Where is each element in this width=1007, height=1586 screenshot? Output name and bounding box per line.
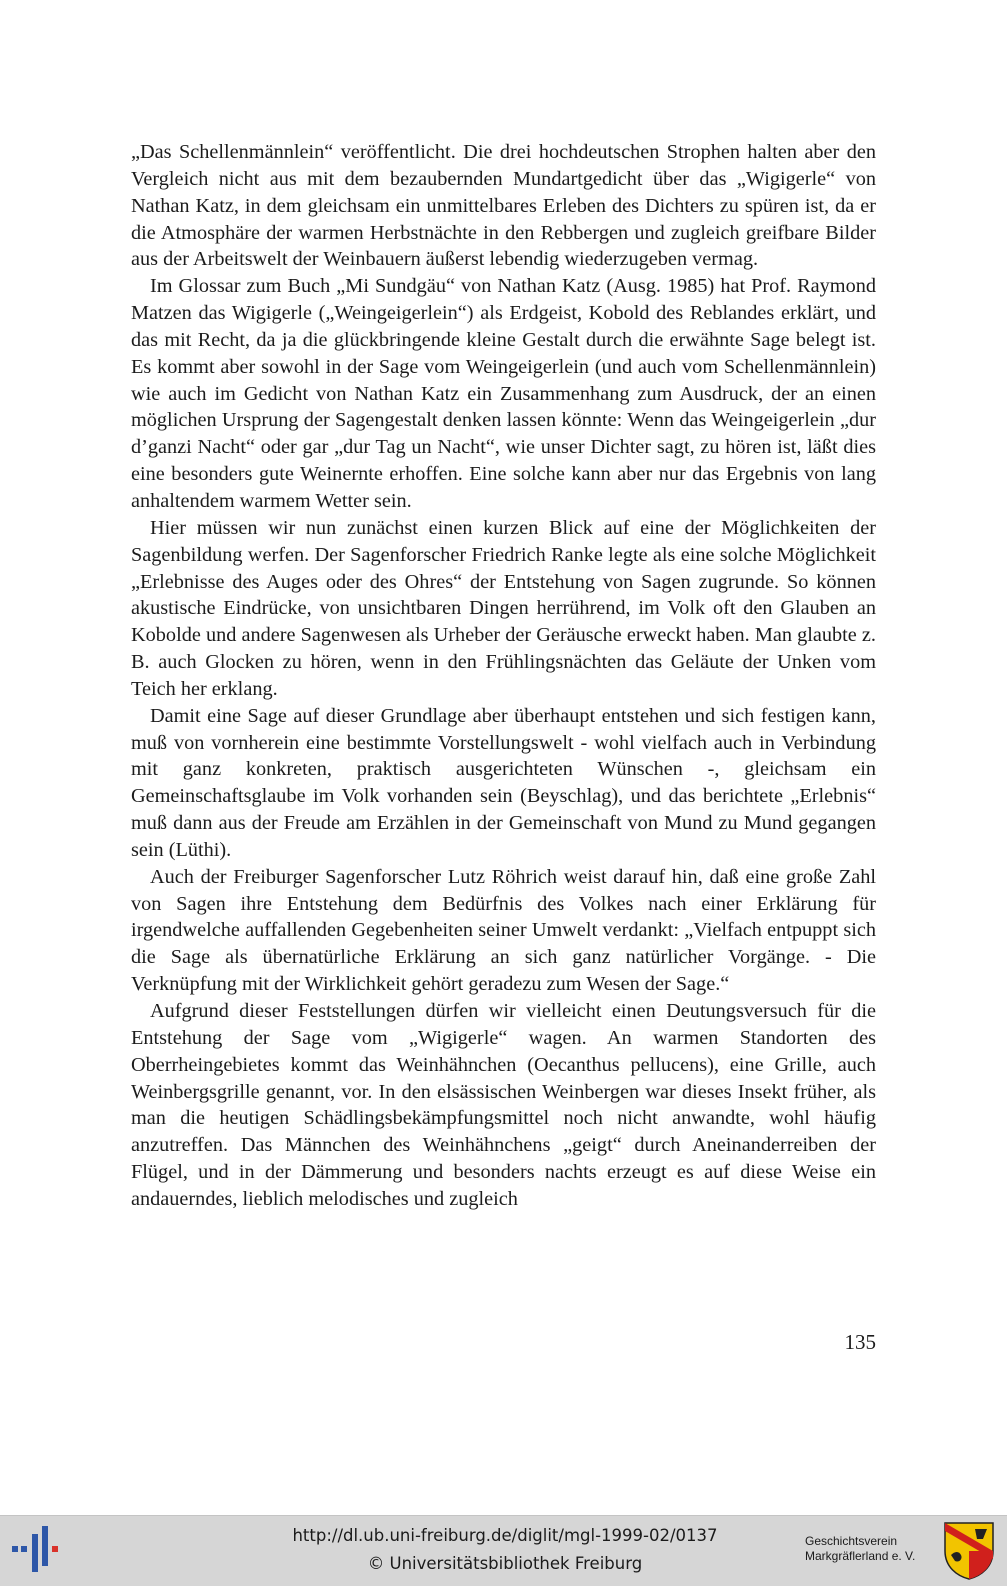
paragraph: „Das Schellenmännlein“ veröffentlicht. Die drei hochdeutschen Strophen halten aber den Vergleich nicht aus mit dem bezaubernden Mundartgedicht über das „Wigigerle“ von Nathan Katz, in dem gleichsam ein unmittelbares Erleben des Dichters zu spüren ist, da er die Atmosphäre der warmen Herbstnächte in den Rebbergen und zugleich greifbare Bilder aus der Arbeitswelt der Weinbauern äußerst lebendig wiederzugeben vermag. <box>131 141 876 271</box>
paragraph: Damit eine Sage auf dieser Grundlage aber überhaupt entstehen und sich festigen kann, muß von vornherein eine bestimmte Vorstellungswelt - wohl vielfach auch in Verbindung mit ganz konkreten, praktisch ausgerichteten Wünschen -, gleichsam ein Gemeinschaftsglaube im Volk vorhanden sein (Beyschlag), und das berichtete „Erlebnis“ muß dann aus der Freude am Erzählen in der Gemeinschaft von Mund zu Mund gegangen sein (Lüthi). <box>131 704 876 861</box>
society-name-line1: Geschichtsverein <box>805 1534 898 1548</box>
footer-citation <box>240 1522 770 1578</box>
page-number: 135 <box>844 1330 876 1354</box>
paragraph: Im Glossar zum Buch „Mi Sundgäu“ von Nathan Katz (Ausg. 1985) hat Prof. Raymond Matzen das Wigigerle („Weingeigerlein“) als Erdgeist, Kobold des Reblandes erklärt, und das mit Recht, da ja die glückbringende kleine Gestalt durch die erwähnte Sage belegt ist. Es kommt aber sowohl in der Sage vom Weingeigerlein (und auch vom Schellenmännlein) wie auch im Gedicht von Nathan Katz ein Zusammenhang zum Ausdruck, der an einen möglichen Ursprung der Sagengestalt denken lassen könnte: Wenn das Weingeigerlein „dur d’ganzi Nacht“ oder gar „dur Tag un Nacht“, wie unser Dichter sagt, zu hören ist, läßt dies eine besonders gute Weinernte erhoffen. Eine solche kann aber nur das Ergebnis von lang anhaltendem warmem Wetter sein. <box>131 275 876 512</box>
paragraph: Hier müssen wir nun zunächst einen kurzen Blick auf eine der Möglichkeiten der Sagenbildung werfen. Der Sagenforscher Friedrich Ranke legte als eine solche Möglichkeit „Erlebnisse des Auges oder des Ohres“ der Entstehung von Sagen zugrunde. So können akustische Eindrücke, von unsichtbaren Dingen herrührend, im Volk oft den Glauben an Kobolde und andere Sagenwesen als Urheber der Geräusche erweckt haben. Man glaubte z. B. auch Glocken zu hören, wenn in den Frühlingsnächten das Geläute der Unken vom Teich her erklang. <box>131 516 876 700</box>
society-name <box>805 1534 930 1564</box>
society-name-line2: Markgräflerland e. V. <box>805 1549 916 1563</box>
footer-bar <box>0 1515 1007 1586</box>
body-text <box>131 139 876 1213</box>
paragraph: Auch der Freiburger Sagenforscher Lutz Röhrich weist darauf hin, daß eine große Zahl von Sagen ihre Entstehung dem Bedürfnis des Volkes nach einer Erklärung für irgendwelche auffallenden Gegebenheiten seiner Umwelt verdankt: „Vielfach entpuppt sich die Sage als übernatürliche Erklärung an sich ganz natürlicher Vorgänge. - Die Verknüpfung mit der Wirklichkeit gehört geradezu zum Wesen der Sage.“ <box>131 865 876 996</box>
paragraph: Aufgrund dieser Feststellungen dürfen wir vielleicht einen Deutungsversuch für die Entstehung der Sage vom „Wigigerle“ wagen. An warmen Standorten des Oberrheingebietes kommt das Weinhähnchen (Oecanthus pellucens), eine Grille, auch Weinbergsgrille genannt, vor. In den elsässischen Weinbergen war dieses Insekt früher, als man die heutigen Schädlingsbekämpfungsmittel noch nicht anwandte, wohl häufig anzutreffen. Das Männchen des Weinhähnchens „geigt“ durch Aneinanderreiben der Flügel, und in der Dämmerung und besonders nachts erzeugt es auf diese Weise ein andauerndes, lieblich melodisches und zugleich <box>131 1000 876 1210</box>
footer-copyright: © Universitätsbibliothek Freiburg <box>367 1554 643 1573</box>
ub-freiburg-logo <box>12 1524 62 1578</box>
footer-url[interactable]: http://dl.ub.uni-freiburg.de/diglit/mgl-1999-02/0137 <box>292 1526 718 1545</box>
coat-of-arms-icon <box>943 1521 995 1581</box>
